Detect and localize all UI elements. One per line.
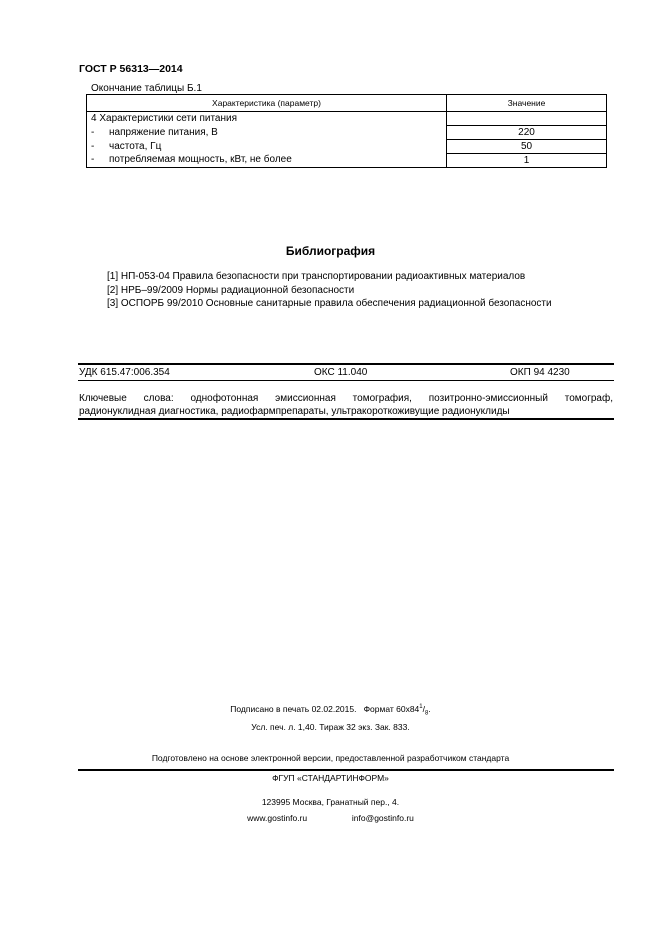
keywords-line: Ключевые слова: однофотонная эмиссионная томография, позитронно-эмиссионный томограф, bbox=[79, 393, 613, 404]
specification-table bbox=[86, 94, 607, 168]
website-link[interactable]: www.gostinfo.ru bbox=[247, 813, 308, 823]
bibliography-item: [3] ОСПОРБ 99/2010 Основные санитарные правила обеспечения радиационной безопасности bbox=[107, 298, 552, 309]
row-name-cell bbox=[87, 126, 447, 140]
row-dash: - bbox=[91, 126, 95, 138]
keywords-block bbox=[79, 392, 613, 418]
row-value: 1 bbox=[447, 154, 607, 168]
format-suffix: . bbox=[428, 704, 431, 714]
keywords-line: радионуклидная диагностика, радиофармпрепараты, ультракороткоживущие радионуклиды bbox=[79, 406, 510, 417]
classification-top-rule bbox=[78, 363, 614, 365]
table-row bbox=[87, 154, 607, 168]
udk-code: УДК 615.47:006.354 bbox=[79, 367, 170, 378]
bibliography-item: [1] НП-053-04 Правила безопасности при транспортировании радиоактивных материалов bbox=[107, 271, 526, 282]
prepared-note: Подготовлено на основе электронной версии, предоставленной разработчиком стандарта bbox=[151, 753, 510, 763]
row-dash: - bbox=[91, 154, 95, 166]
table-section-row bbox=[87, 112, 607, 126]
row-value: 220 bbox=[447, 126, 607, 140]
bibliography-list bbox=[107, 270, 552, 311]
print-info: Усл. печ. л. 1,40. Тираж 32 экз. Зак. 833. bbox=[251, 722, 410, 732]
bibliography-title: Библиография bbox=[285, 244, 376, 258]
imprint-rule bbox=[78, 769, 614, 771]
oks-code: ОКС 11.040 bbox=[314, 367, 368, 378]
row-name-cell bbox=[87, 154, 447, 168]
column-header-value: Значение bbox=[447, 95, 607, 112]
table-caption: Окончание таблицы Б.1 bbox=[91, 83, 202, 94]
bibliography-item: [2] НРБ–99/2009 Нормы радиационной безопасности bbox=[107, 284, 355, 296]
format-numerator: 1 bbox=[419, 704, 423, 711]
publisher-address: 123995 Москва, Гранатный пер., 4. bbox=[261, 797, 400, 807]
row-value: 50 bbox=[447, 140, 607, 154]
row-name: потребляемая мощность, кВт, не более bbox=[109, 154, 292, 166]
paper-format: Формат 60x84 bbox=[363, 704, 420, 714]
publisher-name: ФГУП «СТАНДАРТИНФОРМ» bbox=[272, 773, 389, 783]
row-name: частота, Гц bbox=[109, 140, 162, 152]
imprint-signed-line: Подписано в печать 02.02.2015. Формат $60x84^1/_8$. bbox=[230, 704, 431, 717]
row-dash: - bbox=[91, 140, 95, 152]
signed-date: Подписано в печать 02.02.2015. bbox=[230, 704, 357, 714]
table-row bbox=[87, 126, 607, 140]
email-link[interactable]: info@gostinfo.ru bbox=[351, 813, 414, 823]
classification-bottom-rule bbox=[78, 380, 614, 381]
okp-code: ОКП 94 4230 bbox=[510, 367, 570, 378]
table-header-row bbox=[87, 95, 607, 112]
section-value-cell bbox=[447, 112, 607, 126]
keywords-bottom-rule bbox=[78, 418, 614, 420]
row-name-cell bbox=[87, 140, 447, 154]
section-label: 4 Характеристики сети питания bbox=[87, 112, 447, 126]
publisher-contacts bbox=[0, 813, 661, 823]
column-header-parameter: Характеристика (параметр) bbox=[87, 95, 447, 112]
document-code: ГОСТ Р 56313—2014 bbox=[79, 63, 183, 75]
table-row bbox=[87, 140, 607, 154]
row-name: напряжение питания, В bbox=[109, 126, 218, 138]
format-denominator: 8 bbox=[425, 710, 429, 717]
